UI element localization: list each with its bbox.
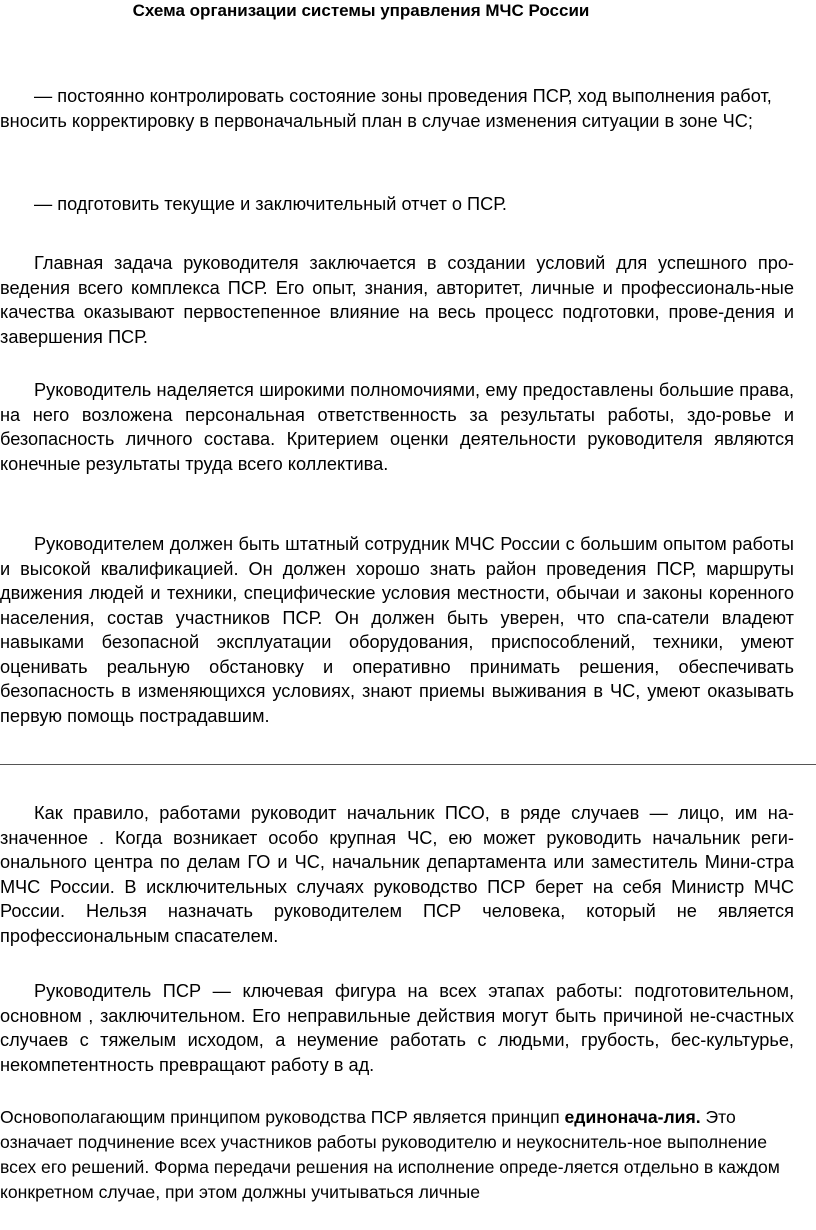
paragraph-4: Руководитель наделяется широкими полномочиями, ему предоставлены большие права, на него возложена персональная ответственность за результаты работы, здо-ровье и безопасность личного состава. Критерием оценки деятельности руководителя являются конечные результаты труда всего коллектива. xyxy=(0,380,794,474)
paragraph-1: — постоянно контролировать состояние зоны проведения ПСР, ход выполнения работ, вносить корректировку в первоначальный план в случае изменения ситуации в зоне ЧС; xyxy=(0,86,772,131)
paragraph-7: Руководитель ПСР — ключевая фигура на всех этапах работы: подготовительном, основном , заключительном. Его неправильные действия могут быть причиной не-счастных случаев с тяжелым исходом, а неумение работать с людьми, грубость, бес-культурье, некомпетентность превращают работу в ад. xyxy=(0,981,794,1075)
paragraph-8 xyxy=(0,1105,794,1205)
paragraph-8-lead: Основополагающим принципом руководства ПСР является принцип xyxy=(0,1107,565,1127)
paragraph-8-rest: Это означает подчинение всех участников работы руководителю и неукоснитель-ное выполнение всех его решений. Форма передачи решения на исполнение опреде-ляется отдельно в каждом конкретном случае, при этом должны учитываться личные xyxy=(0,1107,780,1202)
page-title: Схема организации системы управления МЧС России xyxy=(132,1,590,20)
paragraph-6: Как правило, работами руководит начальник ПСО, в ряде случаев — лицо, им на-значенное . Когда возникает особо крупная ЧС, ею может руководить начальник реги-онального центра по делам ГО и ЧС, начальник департамента или заместитель Мини-стра МЧС России. В исключительных случаях руководство ПСР берет на себя Министр МЧС России. Нельзя назначать руководителем ПСР человека, который не является профессиональным спасателем. xyxy=(0,803,794,946)
paragraph-8-bold-term: единонача-лия. xyxy=(564,1107,701,1127)
paragraph-2: — подготовить текущие и заключительный отчет о ПСР. xyxy=(34,194,507,214)
page-divider xyxy=(0,764,816,765)
paragraph-5: Руководителем должен быть штатный сотрудник МЧС России с большим опытом работы и высокой квалификацией. Он должен хорошо знать район проведения ПСР, маршруты движения людей и техники, специфические условия местности, обычаи и законы коренного населения, состав участников ПСР. Он должен быть уверен, что спа-сатели владеют навыками безопасной эксплуатации оборудования, приспособлений, техники, умеют оценивать реальную обстановку и оперативно принимать решения, обеспечивать безопасность в изменяющихся условиях, знают приемы выживания в ЧС, умеют оказывать первую помощь пострадавшим. xyxy=(0,534,794,726)
paragraph-3: Главная задача руководителя заключается в создании условий для успешного про-ведения всего комплекса ПСР. Его опыт, знания, авторитет, личные и профессиональ-ные качества оказывают первостепенное влияние на весь процесс подготовки, прове-дения и завершения ПСР. xyxy=(0,253,794,347)
